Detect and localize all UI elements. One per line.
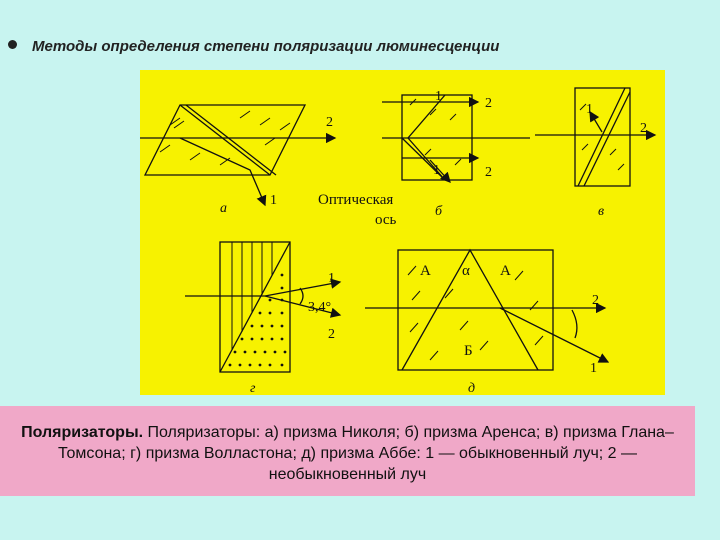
polarizer-diagram — [140, 70, 665, 395]
ray-label-1-b-top: 1 — [435, 89, 442, 104]
ray-label-1-g: 1 — [328, 271, 335, 286]
ray-label-2-g: 2 — [328, 327, 335, 342]
prism-label-B: Б — [464, 343, 473, 359]
ray-label-2-b-bottom: 2 — [485, 165, 492, 180]
panel-a-nicol-prism — [140, 105, 335, 205]
prism-label-A-right: А — [500, 263, 511, 279]
optic-axis-label-2: ось — [375, 212, 397, 228]
prism-diagrams-svg — [140, 70, 665, 395]
title-bullet — [8, 40, 17, 49]
ray-label-2-b-top: 2 — [485, 96, 492, 111]
split-angle-label-g: 3,4° — [308, 300, 332, 315]
panel-d-abbe-prism — [365, 250, 608, 370]
ray-label-1-a: 1 — [270, 193, 277, 208]
prism-label-alpha: α — [462, 263, 470, 279]
ray-label-1-d: 1 — [590, 361, 597, 376]
ray-label-2-v: 2 — [640, 121, 647, 136]
hatch-marks-d — [408, 266, 543, 360]
caption-lead: Поляризаторы. — [21, 424, 144, 441]
panel-a-label: а — [220, 201, 227, 216]
glan-prism-outline — [575, 88, 630, 186]
ray-label-1-v: 1 — [586, 102, 593, 117]
caption-text: Поляризаторы: а) призма Николя; б) призма Аренса; в) призма Глана–Томсона; г) призма Волластона; д) призма Аббе: 1 — обыкновенный луч; 2 — необыкновенный луч — [57, 424, 674, 483]
optic-axis-dots-g — [229, 274, 287, 367]
ray-label-2-a: 2 — [326, 115, 333, 130]
panel-d-label: д — [468, 381, 476, 395]
slide-title: Методы определения степени поляризации люминесценции — [32, 38, 500, 55]
figure-caption — [0, 406, 695, 496]
optic-axis-label-1: Оптическая — [318, 192, 394, 208]
ray-1-d — [500, 308, 608, 362]
panel-g-label: г — [250, 381, 256, 395]
split-angle-arc-g — [300, 288, 303, 304]
panel-b-label: б — [435, 204, 443, 219]
ray-label-2-d: 2 — [592, 293, 599, 308]
nicol-prism-cut — [180, 105, 270, 175]
deviation-arc-d — [572, 310, 577, 338]
prism-label-A-left: А — [420, 263, 431, 279]
hatch-marks-b — [410, 99, 461, 165]
panel-v-label: в — [598, 204, 605, 219]
nicol-prism-cut-2 — [186, 105, 276, 175]
panel-b-ahrens-prism — [382, 95, 530, 182]
ray-label-1-b-bottom: 1 — [433, 163, 440, 178]
panel-v-glan-thompson-prism — [535, 88, 655, 186]
ray-1-a — [180, 138, 265, 205]
